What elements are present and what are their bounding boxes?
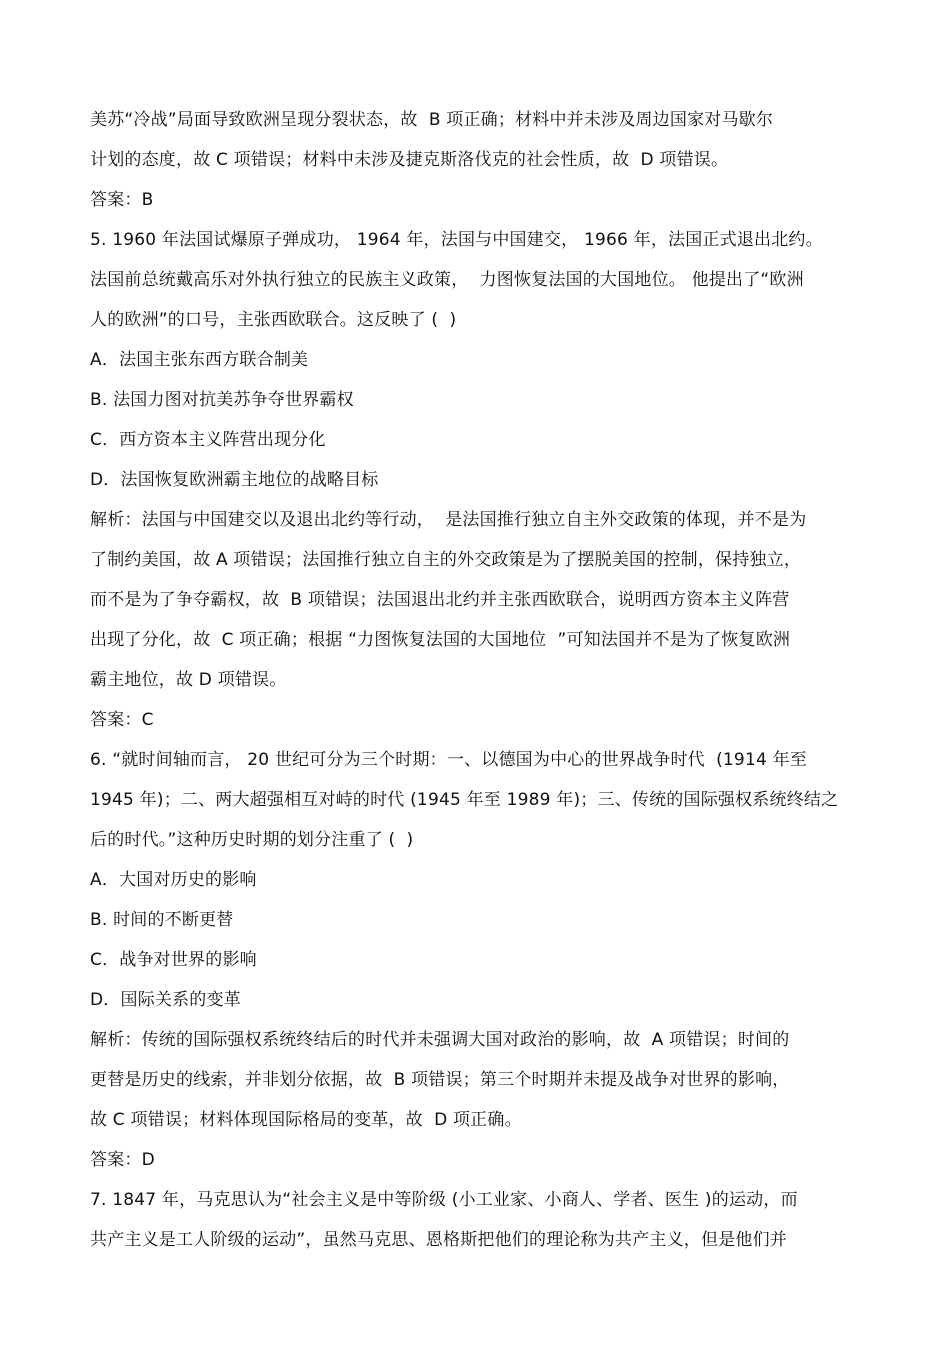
option-c: C．战争对世界的影响	[90, 950, 257, 970]
option-b: B. 时间的不断更替	[90, 910, 234, 930]
analysis-line: 而不是为了争夺霸权，故 B 项错误；法国退出北约并主张西欧联合，说明西方资本主义阵营	[90, 590, 790, 610]
answer-line: 答案：C	[90, 710, 154, 730]
question-5-stem: 5. 1960 年法国试爆原子弹成功， 1964 年，法国与中国建交， 1966 年，法国正式退出北约。	[90, 230, 823, 250]
text-line: 后的时代。”这种历史时期的划分注重了 ( )	[90, 830, 414, 850]
option-d: D．国际关系的变革	[90, 990, 241, 1010]
analysis-line: 更替是历史的线索，并非划分依据，故 B 项错误；第三个时期并未提及战争对世界的影响，	[90, 1070, 790, 1090]
option-a: A．大国对历史的影响	[90, 870, 257, 890]
text-line: 人的欧洲”的口号，主张西欧联合。这反映了 ( )	[90, 310, 457, 330]
text-line: 计划的态度，故 C 项错误；材料中未涉及捷克斯洛伐克的社会性质，故 D 项错误。	[90, 150, 729, 170]
option-a: A．法国主张东西方联合制美	[90, 350, 309, 370]
question-7-stem: 7. 1847 年，马克思认为“社会主义是中等阶级 (小工业家、小商人、学者、医生 )的运动，而	[90, 1190, 798, 1210]
option-d: D．法国恢复欧洲霸主地位的战略目标	[90, 470, 379, 490]
analysis-line: 霸主地位，故 D 项错误。	[90, 670, 287, 690]
answer-line: 答案：D	[90, 1150, 155, 1170]
answer-line: 答案：B	[90, 190, 154, 210]
option-b: B. 法国力图对抗美苏争夺世界霸权	[90, 390, 354, 410]
analysis-line: 故 C 项错误；材料体现国际格局的变革，故 D 项正确。	[90, 1110, 522, 1130]
text-line: 美苏“冷战”局面导致欧洲呈现分裂状态，故 B 项正确；材料中并未涉及周边国家对马歇尔	[90, 110, 774, 130]
text-line: 法国前总统戴高乐对外执行独立的民族主义政策， 力图恢复法国的大国地位。 他提出了“欧洲	[90, 270, 804, 290]
text-line: 共产主义是工人阶级的运动”，虽然马克思、恩格斯把他们的理论称为共产主义，但是他们并	[90, 1230, 788, 1250]
question-6-stem: 6. “就时间轴而言， 20 世纪可分为三个时期：一、以德国为中心的世界战争时代 (1914 年至	[90, 750, 807, 770]
analysis-line: 了制约美国，故 A 项错误；法国推行独立自主的外交政策是为了摆脱美国的控制，保持独立，	[90, 550, 802, 570]
analysis-line: 解析：法国与中国建交以及退出北约等行动， 是法国推行独立自主外交政策的体现，并不是为	[90, 510, 807, 530]
text-line: 1945 年)；二、两大超强相互对峙的时代 (1945 年至 1989 年)；三、传统的国际强权系统终结之	[90, 790, 839, 810]
option-c: C．西方资本主义阵营出现分化	[90, 430, 326, 450]
analysis-line: 解析：传统的国际强权系统终结后的时代并未强调大国对政治的影响，故 A 项错误；时间的	[90, 1030, 790, 1050]
analysis-line: 出现了分化，故 C 项正确；根据 “力图恢复法国的大国地位 ”可知法国并不是为了恢复欧洲	[90, 630, 791, 650]
